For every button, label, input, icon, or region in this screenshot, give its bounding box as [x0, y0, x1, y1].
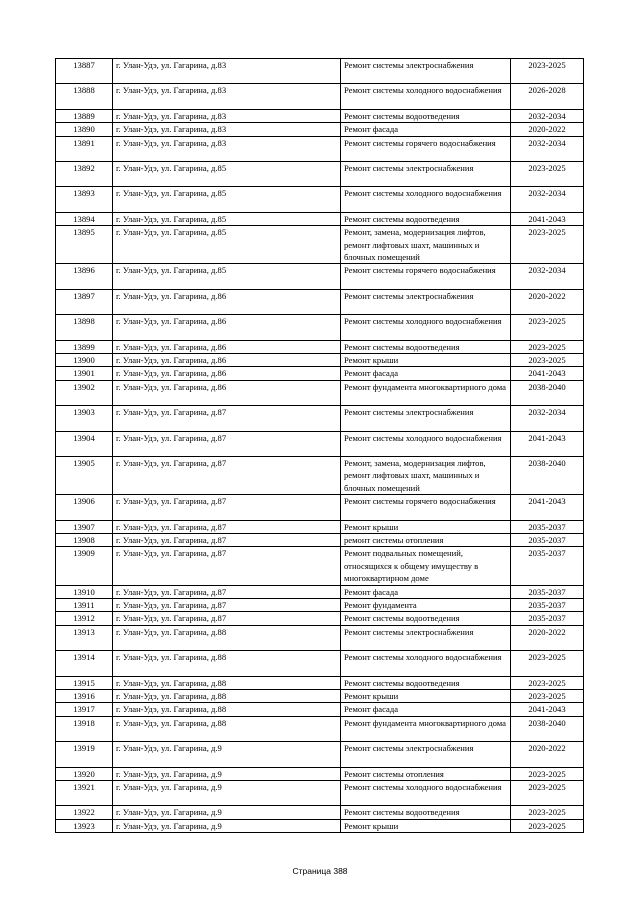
- cell-work-type: Ремонт фасада: [341, 585, 511, 598]
- cell-period: 2038-2040: [511, 716, 584, 741]
- cell-work-type: Ремонт крыши: [341, 819, 511, 832]
- cell-number: 13901: [56, 367, 113, 380]
- table-row: [56, 742, 584, 767]
- table-row: [56, 123, 584, 136]
- cell-period: 2023-2025: [511, 340, 584, 353]
- cell-period: 2041-2043: [511, 495, 584, 520]
- table-row: [56, 161, 584, 186]
- cell-work-type: Ремонт фундамента многоквартирного дома: [341, 380, 511, 405]
- table-row: [56, 212, 584, 225]
- cell-number: 13892: [56, 161, 113, 186]
- table-row: [56, 703, 584, 716]
- cell-period: 2023-2025: [511, 651, 584, 676]
- cell-address: г. Улан-Удэ, ул. Гагарина, д.86: [113, 315, 341, 340]
- cell-address: г. Улан-Удэ, ул. Гагарина, д.87: [113, 547, 341, 585]
- cell-work-type: Ремонт фасада: [341, 367, 511, 380]
- cell-work-type: ремонт системы отопления: [341, 533, 511, 546]
- cell-work-type: Ремонт фундамента многоквартирного дома: [341, 716, 511, 741]
- table-row: [56, 289, 584, 314]
- cell-work-type: Ремонт крыши: [341, 353, 511, 366]
- cell-number: 13893: [56, 187, 113, 212]
- cell-address: г. Улан-Удэ, ул. Гагарина, д.86: [113, 340, 341, 353]
- table-row: [56, 315, 584, 340]
- cell-address: г. Улан-Удэ, ул. Гагарина, д.83: [113, 123, 341, 136]
- cell-period: 2032-2034: [511, 406, 584, 431]
- cell-period: 2038-2040: [511, 380, 584, 405]
- table-row: [56, 547, 584, 585]
- cell-address: г. Улан-Удэ, ул. Гагарина, д.88: [113, 676, 341, 689]
- cell-address: г. Улан-Удэ, ул. Гагарина, д.86: [113, 289, 341, 314]
- cell-address: г. Улан-Удэ, ул. Гагарина, д.9: [113, 767, 341, 780]
- table-row: [56, 187, 584, 212]
- cell-period: 2023-2025: [511, 161, 584, 186]
- table-row: [56, 625, 584, 650]
- cell-period: 2020-2022: [511, 742, 584, 767]
- cell-number: 13920: [56, 767, 113, 780]
- cell-address: г. Улан-Удэ, ул. Гагарина, д.9: [113, 781, 341, 806]
- cell-number: 13923: [56, 819, 113, 832]
- cell-address: г. Улан-Удэ, ул. Гагарина, д.9: [113, 819, 341, 832]
- cell-work-type: Ремонт фасада: [341, 123, 511, 136]
- cell-address: г. Улан-Удэ, ул. Гагарина, д.86: [113, 380, 341, 405]
- cell-period: 2038-2040: [511, 456, 584, 494]
- cell-number: 13895: [56, 226, 113, 264]
- cell-number: 13919: [56, 742, 113, 767]
- cell-address: г. Улан-Удэ, ул. Гагарина, д.87: [113, 406, 341, 431]
- cell-address: г. Улан-Удэ, ул. Гагарина, д.88: [113, 703, 341, 716]
- cell-work-type: Ремонт системы холодного водоснабжения: [341, 187, 511, 212]
- cell-address: г. Улан-Удэ, ул. Гагарина, д.88: [113, 651, 341, 676]
- table-row: [56, 651, 584, 676]
- cell-address: г. Улан-Удэ, ул. Гагарина, д.87: [113, 520, 341, 533]
- cell-work-type: Ремонт системы водоотведения: [341, 340, 511, 353]
- table-row: [56, 716, 584, 741]
- cell-number: 13891: [56, 136, 113, 161]
- cell-number: 13899: [56, 340, 113, 353]
- table-row: [56, 520, 584, 533]
- table-row: [56, 226, 584, 264]
- cell-work-type: Ремонт системы водоотведения: [341, 676, 511, 689]
- cell-work-type: Ремонт системы водоотведения: [341, 212, 511, 225]
- cell-work-type: Ремонт, замена, модернизация лифтов, ремонт лифтовых шахт, машинных и блочных помещений: [341, 226, 511, 264]
- table-row: [56, 264, 584, 289]
- cell-work-type: Ремонт системы водоотведения: [341, 612, 511, 625]
- works-table: [55, 58, 584, 833]
- table-row: [56, 676, 584, 689]
- works-table-container: [55, 58, 583, 833]
- cell-address: г. Улан-Удэ, ул. Гагарина, д.83: [113, 84, 341, 109]
- cell-number: 13912: [56, 612, 113, 625]
- cell-address: г. Улан-Удэ, ул. Гагарина, д.87: [113, 599, 341, 612]
- cell-number: 13897: [56, 289, 113, 314]
- cell-address: г. Улан-Удэ, ул. Гагарина, д.87: [113, 533, 341, 546]
- cell-period: 2041-2043: [511, 703, 584, 716]
- cell-work-type: Ремонт системы электроснабжения: [341, 625, 511, 650]
- cell-work-type: Ремонт системы отопления: [341, 767, 511, 780]
- cell-address: г. Улан-Удэ, ул. Гагарина, д.86: [113, 367, 341, 380]
- cell-work-type: Ремонт системы горячего водоснабжения: [341, 264, 511, 289]
- cell-address: г. Улан-Удэ, ул. Гагарина, д.87: [113, 612, 341, 625]
- cell-period: 2026-2028: [511, 84, 584, 109]
- cell-address: г. Улан-Удэ, ул. Гагарина, д.83: [113, 59, 341, 84]
- table-row: [56, 456, 584, 494]
- cell-number: 13906: [56, 495, 113, 520]
- cell-period: 2035-2037: [511, 547, 584, 585]
- cell-address: г. Улан-Удэ, ул. Гагарина, д.86: [113, 353, 341, 366]
- cell-address: г. Улан-Удэ, ул. Гагарина, д.85: [113, 264, 341, 289]
- works-table-body: [56, 59, 584, 833]
- cell-number: 13898: [56, 315, 113, 340]
- table-row: [56, 533, 584, 546]
- cell-work-type: Ремонт системы холодного водоснабжения: [341, 84, 511, 109]
- cell-address: г. Улан-Удэ, ул. Гагарина, д.87: [113, 585, 341, 598]
- table-row: [56, 431, 584, 456]
- cell-period: 2023-2025: [511, 690, 584, 703]
- cell-work-type: Ремонт крыши: [341, 520, 511, 533]
- cell-period: 2023-2025: [511, 676, 584, 689]
- cell-number: 13887: [56, 59, 113, 84]
- cell-period: 2035-2037: [511, 520, 584, 533]
- table-row: [56, 599, 584, 612]
- cell-period: 2041-2043: [511, 212, 584, 225]
- table-row: [56, 84, 584, 109]
- table-row: [56, 806, 584, 819]
- cell-period: 2041-2043: [511, 431, 584, 456]
- cell-number: 13908: [56, 533, 113, 546]
- cell-address: г. Улан-Удэ, ул. Гагарина, д.87: [113, 431, 341, 456]
- cell-address: г. Улан-Удэ, ул. Гагарина, д.85: [113, 226, 341, 264]
- table-row: [56, 380, 584, 405]
- cell-number: 13917: [56, 703, 113, 716]
- cell-number: 13907: [56, 520, 113, 533]
- cell-number: 13894: [56, 212, 113, 225]
- cell-work-type: Ремонт системы горячего водоснабжения: [341, 136, 511, 161]
- cell-period: 2023-2025: [511, 59, 584, 84]
- cell-work-type: Ремонт системы холодного водоснабжения: [341, 431, 511, 456]
- cell-number: 13916: [56, 690, 113, 703]
- cell-period: 2032-2034: [511, 109, 584, 122]
- cell-number: 13909: [56, 547, 113, 585]
- cell-work-type: Ремонт системы электроснабжения: [341, 406, 511, 431]
- cell-work-type: Ремонт, замена, модернизация лифтов, ремонт лифтовых шахт, машинных и блочных помещений: [341, 456, 511, 494]
- cell-number: 13905: [56, 456, 113, 494]
- cell-period: 2035-2037: [511, 599, 584, 612]
- cell-address: г. Улан-Удэ, ул. Гагарина, д.83: [113, 136, 341, 161]
- cell-period: 2035-2037: [511, 585, 584, 598]
- cell-period: 2023-2025: [511, 806, 584, 819]
- cell-address: г. Улан-Удэ, ул. Гагарина, д.83: [113, 109, 341, 122]
- cell-work-type: Ремонт фундамента: [341, 599, 511, 612]
- cell-work-type: Ремонт системы электроснабжения: [341, 742, 511, 767]
- table-row: [56, 59, 584, 84]
- cell-period: 2023-2025: [511, 315, 584, 340]
- cell-work-type: Ремонт системы водоотведения: [341, 806, 511, 819]
- cell-address: г. Улан-Удэ, ул. Гагарина, д.85: [113, 187, 341, 212]
- cell-number: 13918: [56, 716, 113, 741]
- cell-number: 13888: [56, 84, 113, 109]
- cell-number: 13904: [56, 431, 113, 456]
- table-row: [56, 781, 584, 806]
- cell-period: 2032-2034: [511, 264, 584, 289]
- cell-number: 13902: [56, 380, 113, 405]
- cell-address: г. Улан-Удэ, ул. Гагарина, д.87: [113, 495, 341, 520]
- cell-address: г. Улан-Удэ, ул. Гагарина, д.85: [113, 161, 341, 186]
- cell-number: 13913: [56, 625, 113, 650]
- cell-work-type: Ремонт системы холодного водоснабжения: [341, 651, 511, 676]
- table-row: [56, 353, 584, 366]
- cell-address: г. Улан-Удэ, ул. Гагарина, д.85: [113, 212, 341, 225]
- cell-address: г. Улан-Удэ, ул. Гагарина, д.88: [113, 716, 341, 741]
- cell-number: 13896: [56, 264, 113, 289]
- cell-address: г. Улан-Удэ, ул. Гагарина, д.88: [113, 690, 341, 703]
- cell-period: 2041-2043: [511, 367, 584, 380]
- cell-number: 13914: [56, 651, 113, 676]
- cell-address: г. Улан-Удэ, ул. Гагарина, д.9: [113, 742, 341, 767]
- cell-address: г. Улан-Удэ, ул. Гагарина, д.87: [113, 456, 341, 494]
- cell-address: г. Улан-Удэ, ул. Гагарина, д.9: [113, 806, 341, 819]
- cell-work-type: Ремонт системы холодного водоснабжения: [341, 781, 511, 806]
- cell-work-type: Ремонт системы горячего водоснабжения: [341, 495, 511, 520]
- cell-work-type: Ремонт фасада: [341, 703, 511, 716]
- cell-period: 2020-2022: [511, 625, 584, 650]
- cell-work-type: Ремонт подвальных помещений, относящихся к общему имуществу в многоквартирном доме: [341, 547, 511, 585]
- table-row: [56, 495, 584, 520]
- cell-work-type: Ремонт системы электроснабжения: [341, 161, 511, 186]
- table-row: [56, 136, 584, 161]
- cell-period: 2032-2034: [511, 187, 584, 212]
- cell-period: 2023-2025: [511, 353, 584, 366]
- table-row: [56, 690, 584, 703]
- table-row: [56, 585, 584, 598]
- cell-period: 2035-2037: [511, 533, 584, 546]
- cell-work-type: Ремонт крыши: [341, 690, 511, 703]
- cell-work-type: Ремонт системы электроснабжения: [341, 59, 511, 84]
- table-row: [56, 340, 584, 353]
- cell-period: 2020-2022: [511, 289, 584, 314]
- cell-number: 13915: [56, 676, 113, 689]
- cell-number: 13889: [56, 109, 113, 122]
- table-row: [56, 819, 584, 832]
- cell-period: 2035-2037: [511, 612, 584, 625]
- cell-number: 13890: [56, 123, 113, 136]
- cell-number: 13900: [56, 353, 113, 366]
- table-row: [56, 109, 584, 122]
- table-row: [56, 367, 584, 380]
- cell-period: 2023-2025: [511, 819, 584, 832]
- cell-period: 2020-2022: [511, 123, 584, 136]
- page-number: Страница 388: [292, 866, 348, 876]
- cell-number: 13903: [56, 406, 113, 431]
- cell-period: 2023-2025: [511, 767, 584, 780]
- cell-number: 13922: [56, 806, 113, 819]
- cell-period: 2023-2025: [511, 226, 584, 264]
- cell-number: 13910: [56, 585, 113, 598]
- cell-period: 2032-2034: [511, 136, 584, 161]
- cell-period: 2023-2025: [511, 781, 584, 806]
- cell-work-type: Ремонт системы холодного водоснабжения: [341, 315, 511, 340]
- table-row: [56, 406, 584, 431]
- table-row: [56, 612, 584, 625]
- table-row: [56, 767, 584, 780]
- cell-work-type: Ремонт системы водоотведения: [341, 109, 511, 122]
- cell-work-type: Ремонт системы электроснабжения: [341, 289, 511, 314]
- cell-number: 13911: [56, 599, 113, 612]
- cell-address: г. Улан-Удэ, ул. Гагарина, д.88: [113, 625, 341, 650]
- cell-number: 13921: [56, 781, 113, 806]
